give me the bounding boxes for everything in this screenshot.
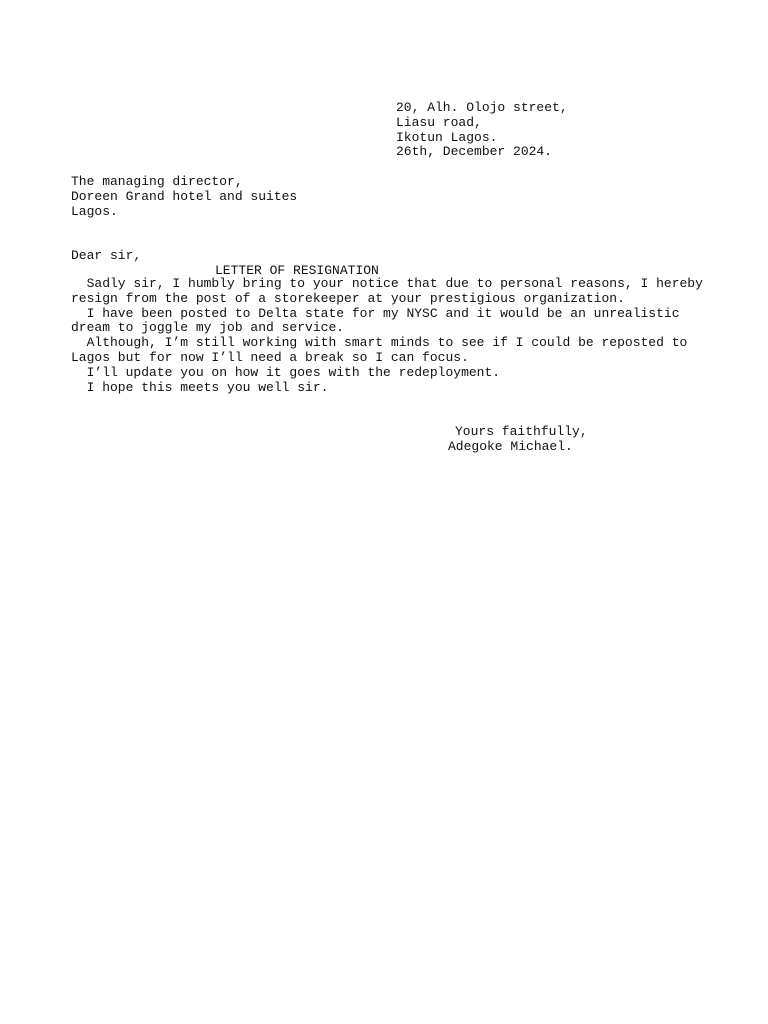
salutation: Dear sir, bbox=[71, 248, 142, 263]
body-line: I have been posted to Delta state for my NYSC and it would be an unrealistic bbox=[71, 305, 680, 321]
signature-name: Adegoke Michael. bbox=[448, 439, 573, 454]
sender-address bbox=[396, 101, 568, 160]
body-line: I hope this meets you well sir. bbox=[71, 379, 329, 395]
recipient-line-2: Doreen Grand hotel and suites bbox=[71, 188, 298, 204]
body-line: Lagos but for now I’ll need a break so I can focus. bbox=[71, 349, 469, 365]
letter-subject: LETTER OF RESIGNATION bbox=[215, 263, 379, 278]
body-line: resign from the post of a storekeeper at your prestigious organization. bbox=[71, 290, 625, 306]
letter-body bbox=[71, 277, 703, 395]
sender-address-line-3: Ikotun Lagos. bbox=[396, 129, 498, 145]
valediction: Yours faithfully, bbox=[455, 424, 588, 439]
body-line: Sadly sir, I humbly bring to your notice that due to personal reasons, I hereby bbox=[71, 276, 703, 291]
sender-address-line-1: 20, Alh. Olojo street, bbox=[396, 100, 568, 115]
body-line: Although, I’m still working with smart minds to see if I could be reposted to bbox=[71, 335, 688, 351]
recipient-line-3: Lagos. bbox=[71, 203, 118, 219]
recipient-address bbox=[71, 175, 297, 219]
body-line: dream to joggle my job and service. bbox=[71, 320, 345, 336]
sender-address-line-2: Liasu road, bbox=[396, 114, 482, 130]
recipient-line-1: The managing director, bbox=[71, 174, 243, 189]
letter-date: 26th, December 2024. bbox=[396, 144, 553, 160]
body-line: I’ll update you on how it goes with the redeployment. bbox=[71, 364, 501, 380]
